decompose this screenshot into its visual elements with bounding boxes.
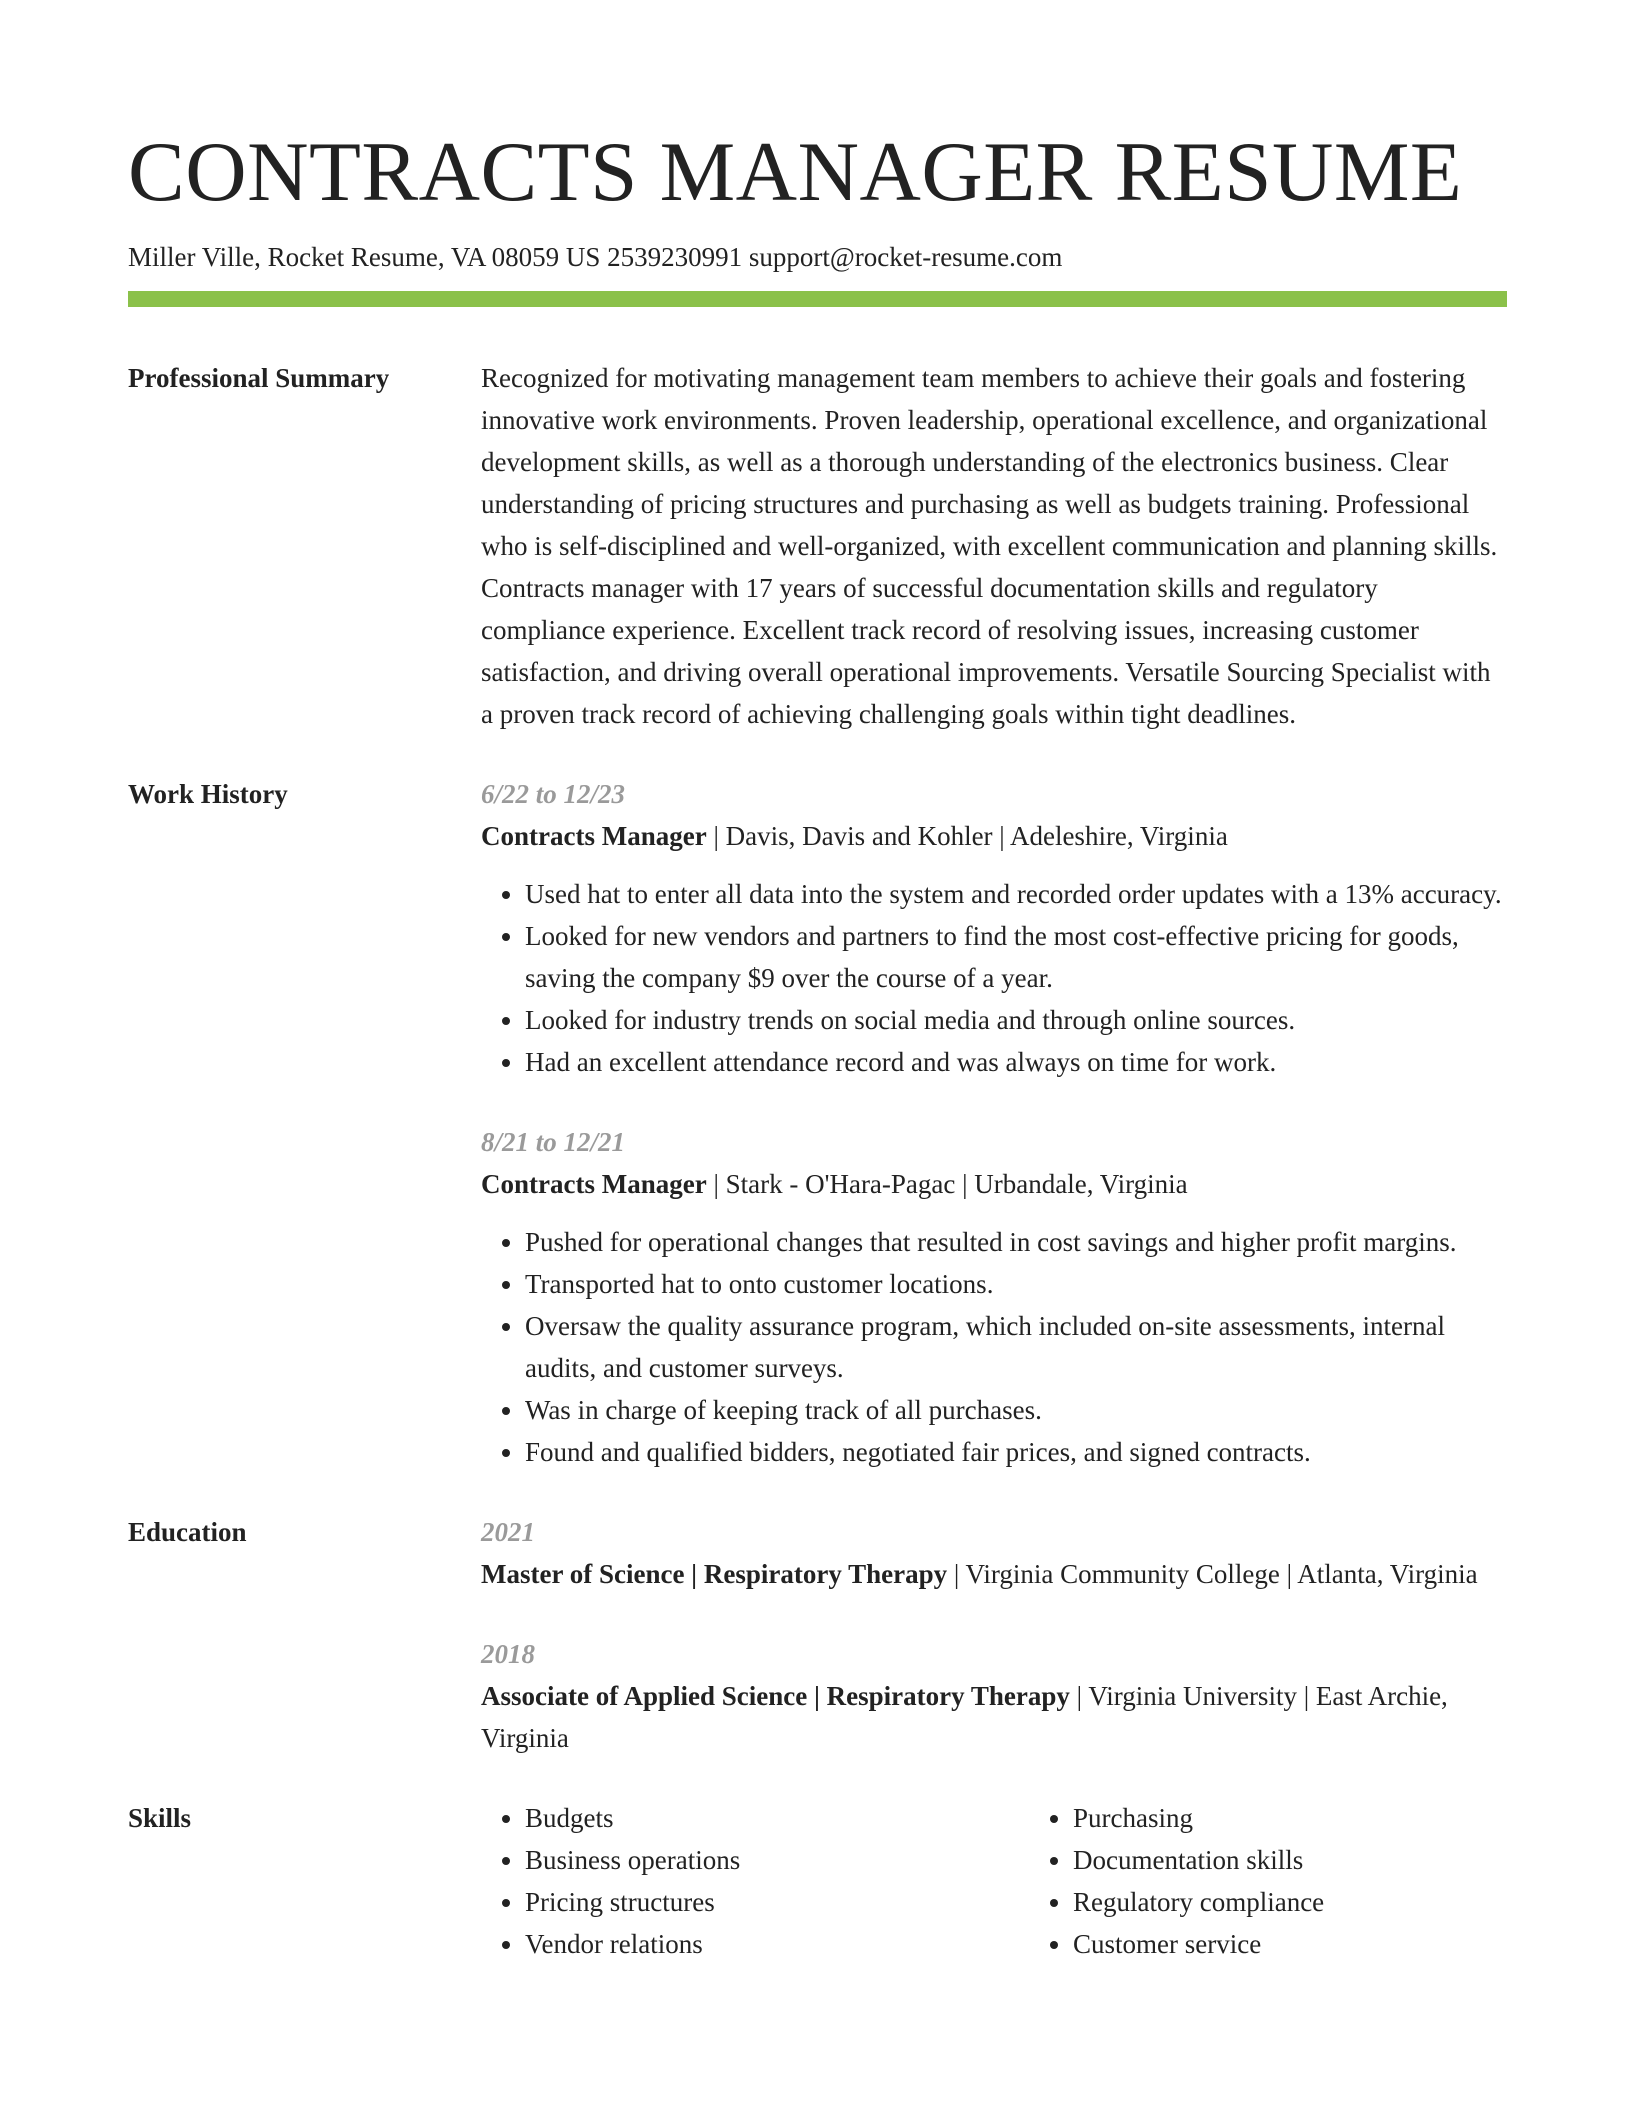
- education-details: | Virginia University | East Archie, Virginia: [481, 1681, 1448, 1753]
- skill-item: • Documentation skills: [1073, 1839, 1324, 1881]
- section-education: [128, 1511, 1507, 1759]
- education-degree: Master of Science | Respiratory Therapy: [481, 1559, 948, 1589]
- job-bullets: [481, 873, 1507, 1083]
- skill-item: • Business operations: [525, 1839, 1029, 1881]
- section-label-summary: Professional Summary: [128, 363, 390, 393]
- job-bullet: • Pushed for operational changes that resulted in cost savings and higher profit margins.: [525, 1221, 1507, 1263]
- summary-text: Recognized for motivating management team members to achieve their goals and fostering innovative work environments. Proven leadership, operational excellence, and organizational development skills, as well as a thorough understanding of the electronics business. Clear understanding of pricing structures and purchasing as well as budgets training. Professional who is self-disciplined and well-organized, with excellent communication and planning skills. Contracts manager with 17 years of successful documentation skills and regulatory compliance experience. Excellent track record of resolving issues, increasing customer satisfaction, and driving overall operational improvements. Versatile Sourcing Specialist with a proven track record of achieving challenging goals within tight deadlines.: [481, 363, 1498, 729]
- education-degree: Associate of Applied Science | Respiratory Therapy: [481, 1681, 1070, 1711]
- skill-item: • Purchasing: [1073, 1797, 1324, 1839]
- job-bullet: • Found and qualified bidders, negotiated fair prices, and signed contracts.: [525, 1431, 1507, 1473]
- section-summary: [128, 357, 1507, 735]
- job-entry: [481, 773, 1507, 1083]
- skill-item: • Pricing structures: [525, 1881, 1029, 1923]
- education-year: 2018: [481, 1639, 535, 1669]
- header-divider: [128, 291, 1507, 307]
- education-heading: [481, 1675, 1507, 1759]
- education-details: | Virginia Community College | Atlanta, Virginia: [947, 1559, 1478, 1589]
- skill-item: • Budgets: [525, 1797, 1029, 1839]
- section-label-education: Education: [128, 1517, 247, 1547]
- job-title: Contracts Manager: [481, 1169, 707, 1199]
- skill-item: • Regulatory compliance: [1073, 1881, 1324, 1923]
- education-heading: [481, 1553, 1507, 1595]
- section-skills: [128, 1797, 1507, 1965]
- skills-list-left: [481, 1797, 1029, 1965]
- skill-item: • Customer service: [1073, 1923, 1324, 1965]
- job-dates: 8/21 to 12/21: [481, 1127, 626, 1157]
- section-label-skills: Skills: [128, 1803, 192, 1833]
- education-year: 2021: [481, 1517, 535, 1547]
- resume-title: CONTRACTS MANAGER RESUME: [128, 125, 1463, 219]
- section-label-work-history: Work History: [128, 779, 288, 809]
- job-bullet: • Looked for industry trends on social media and through online sources.: [525, 999, 1507, 1041]
- skill-item: • Vendor relations: [525, 1923, 1029, 1965]
- job-heading: [481, 815, 1507, 857]
- job-bullet: • Looked for new vendors and partners to find the most cost-effective pricing for goods, saving the company $9 over the course of a year.: [525, 915, 1507, 999]
- job-bullet: • Transported hat to onto customer locations.: [525, 1263, 1507, 1305]
- job-bullet: • Was in charge of keeping track of all purchases.: [525, 1389, 1507, 1431]
- job-title: Contracts Manager: [481, 821, 707, 851]
- section-work-history: [128, 773, 1507, 1473]
- skills-list-right: [1029, 1797, 1324, 1965]
- job-entry: [481, 1121, 1507, 1473]
- education-entry: [481, 1633, 1507, 1759]
- job-details: | Stark - O'Hara-Pagac | Urbandale, Virginia: [706, 1169, 1188, 1199]
- work-history-content: [481, 773, 1507, 1473]
- contact-line: Miller Ville, Rocket Resume, VA 08059 US 2539230991 support@rocket-resume.com: [128, 242, 1063, 272]
- education-content: [481, 1511, 1507, 1759]
- education-entry: [481, 1511, 1507, 1595]
- job-bullet: • Used hat to enter all data into the system and recorded order updates with a 13% accuracy.: [525, 873, 1507, 915]
- job-bullet: • Oversaw the quality assurance program, which included on-site assessments, internal audits, and customer surveys.: [525, 1305, 1507, 1389]
- skills-content: [481, 1797, 1507, 1965]
- job-dates: 6/22 to 12/23: [481, 779, 626, 809]
- summary-content: [481, 357, 1507, 735]
- job-bullets: [481, 1221, 1507, 1473]
- job-bullet: • Had an excellent attendance record and was always on time for work.: [525, 1041, 1507, 1083]
- job-details: | Davis, Davis and Kohler | Adeleshire, Virginia: [706, 821, 1228, 851]
- job-heading: [481, 1163, 1507, 1205]
